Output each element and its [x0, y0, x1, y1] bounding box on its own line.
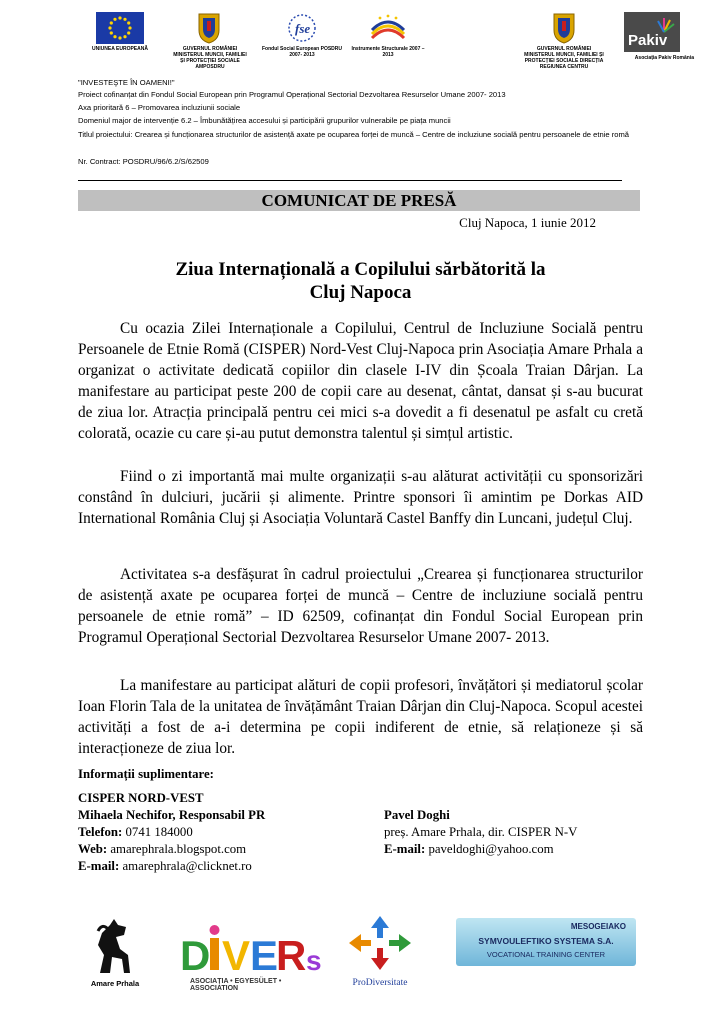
- mesogeiako-logo: [456, 918, 636, 966]
- svg-text:R: R: [276, 932, 307, 976]
- gov-left-caption: GUVERNUL ROMÂNIEI MINISTERUL MUNCII, FAMILIEI ȘI PROTECȚIEI SOCIALE AMPOSDRU: [173, 46, 247, 70]
- motto: "INVESTEŞTE ÎN OAMENI!": [78, 78, 175, 87]
- stars-flag-icon: [368, 12, 408, 44]
- eu-stars-icon: [96, 12, 144, 44]
- mesogeiako-line-2: SYMVOULEFTIKO SYSTEMA S.A.: [478, 936, 614, 946]
- pakiv-caption: Asociația Pakiv România: [634, 55, 694, 61]
- web-link[interactable]: amarephrala.blogspot.com: [110, 842, 247, 856]
- contact-right-role: preș. Amare Prhala, dir. CISPER N-V: [384, 825, 578, 839]
- prodiversitate-logo: [340, 912, 420, 992]
- web-label: Web:: [78, 842, 108, 856]
- phone-value: 0741 184000: [125, 825, 193, 839]
- svg-text:V: V: [222, 932, 251, 976]
- coat-of-arms-right-icon: [551, 10, 577, 49]
- divers-caption: ASOCIAȚIA • EGYESÜLET • ASSOCIATION: [190, 978, 282, 992]
- paragraph-4-text: La manifestare au participat alături de copii profesori, învățători și mediatorul școlar Ioan Florin Tala de la unitatea de învățământ Traian Dârjan din Cluj-Napoca. Scopul acestei activități a fost de a-i determina pe copii indiferent de etnie, să relaționeze și să interacționeze de ziua lor.: [78, 677, 643, 757]
- header-divider: [78, 180, 622, 181]
- right-email-label: E-mail:: [384, 842, 426, 856]
- paragraph-3-text: Activitatea s-a desfășurat în cadrul proiectului „Crearea și funcționarea structurilor de asistență axate pe ocuparea forței de muncă – Centre de incluziune socială pentru persoanele de etnie romă” – ID 62509, cofinanțat din Fondul Social European prin Programul Operațional Sectorial Dezvoltarea Resurselor Umane 2007- 2013.: [78, 566, 643, 646]
- release-date: Cluj Napoca, 1 iunie 2012: [459, 215, 596, 230]
- amare-prhala-logo: [80, 915, 150, 995]
- email-link[interactable]: amarephrala@clicknet.ro: [122, 859, 252, 873]
- amare-prhala-label: Amare Prhala: [90, 979, 140, 988]
- svg-text:fse: fse: [295, 21, 311, 36]
- headline-line-1: Ziua Internațională a Copilului sărbătorită la: [175, 259, 546, 280]
- is-caption: Instrumente Structurale 2007 – 2013: [351, 46, 425, 58]
- mesogeiako-line-3: VOCATIONAL TRAINING CENTER: [486, 950, 606, 959]
- svg-text:D: D: [180, 932, 211, 976]
- contract-number: Nr. Contract: POSDRU/96/6.2/S/62509: [78, 157, 209, 166]
- project-line: Proiect cofinanțat din Fondul Social European prin Programul Operațional Sectorial Dezvoltarea Resurselor Umane 2007- 2013: [78, 90, 506, 99]
- headline-line-2: Cluj Napoca: [309, 282, 412, 303]
- divers-wordmark-icon: [170, 918, 330, 976]
- project-title: Titlul proiectului: Crearea și funcționarea structurilor de asistență axate pe ocuparea forței de muncă – Centre de incluziune socială pentru persoanele de etnie romă: [78, 130, 629, 139]
- svg-text:s: s: [306, 945, 322, 976]
- priority-axis: Axa prioritară 6 – Promovarea incluziunii sociale: [78, 103, 241, 112]
- contact-right-email: [384, 841, 554, 858]
- press-release-banner: COMUNICAT DE PRESĂ: [78, 190, 640, 211]
- svg-text:E: E: [250, 932, 279, 976]
- pakiv-name: Pakiv: [628, 32, 668, 49]
- eu-caption: UNIUNEA EUROPEANĂ: [92, 46, 148, 52]
- paragraph-2-text: Fiind o zi importantă mai multe organizații s-au alăturat activității cu sponsorizări constând în dulciuri, jucării și alimente. Printre sponsori îi amintim pe Dorkas AID International România Cluj și Asociația Voluntară Castel Banffy din Luncani, județul Cluj.: [78, 468, 643, 527]
- paragraph-2: [78, 466, 643, 529]
- paragraph-3: [78, 564, 643, 648]
- paragraph-1: [78, 318, 643, 444]
- fse-caption: Fondul Social European POSDRU 2007- 2013: [262, 46, 343, 58]
- pakiv-flower-icon: [624, 14, 680, 34]
- eu-flag-logo: [96, 12, 144, 44]
- contact-phone: [78, 824, 193, 841]
- paragraph-1-text: Cu ocazia Zilei Internaționale a Copilului, Centrul de Incluziune Socială pentru Persoanele de Etnie Romă (CISPER) Nord-Vest Cluj-Napoca prin Asociația Amare Prhala a organizat o activitate dedicată copiilor din clasele I-IV din Școala Traian Dârjan. La manifestare au participat peste 200 de copii care au desenat, cântat, dansat și s-au bucurat de ziua lor. Atracția principală pentru cei mici s-a dovedit a fi desenatul pe asfalt cu cretă colorată, ocazie cu care și-au putut demonstra talentul și simțul artistic.: [78, 320, 643, 442]
- right-email-link[interactable]: paveldoghi@yahoo.com: [428, 842, 554, 856]
- fse-icon: [284, 12, 320, 44]
- paragraph-4: [78, 675, 643, 759]
- contact-heading: Informații suplimentare:: [78, 767, 214, 781]
- pakiv-logo: [624, 12, 680, 52]
- coat-of-arms-left-icon: [196, 10, 222, 49]
- contact-web: [78, 841, 246, 858]
- prodiversitate-label: ProDiversitate: [352, 978, 408, 988]
- horse-icon: [80, 915, 150, 977]
- fse-logo: [284, 12, 320, 49]
- mesogeiako-line-1: MESOGEIAKO: [570, 922, 626, 931]
- structural-instruments-logo: [368, 12, 408, 49]
- email-label: E-mail:: [78, 859, 120, 873]
- prodiversitate-cross-icon: [345, 912, 415, 974]
- intervention-domain: Domeniul major de intervenție 6.2 – Îmbunătățirea accesului și participării grupurilor vulnerabile pe piața muncii: [78, 116, 451, 125]
- contact-person: Mihaela Nechifor, Responsabil PR: [78, 808, 266, 822]
- phone-label: Telefon:: [78, 825, 123, 839]
- contact-right-name: Pavel Doghi: [384, 808, 450, 822]
- contact-email: [78, 858, 252, 875]
- divers-logo: [170, 918, 330, 990]
- gov-right-caption: GUVERNUL ROMÂNIEI MINISTERUL MUNCII, FAMILIEI ȘI PROTECȚIEI SOCIALE DIRECȚIA REGIUNEA CENTRU: [524, 46, 604, 70]
- contact-org: CISPER NORD-VEST: [78, 791, 204, 805]
